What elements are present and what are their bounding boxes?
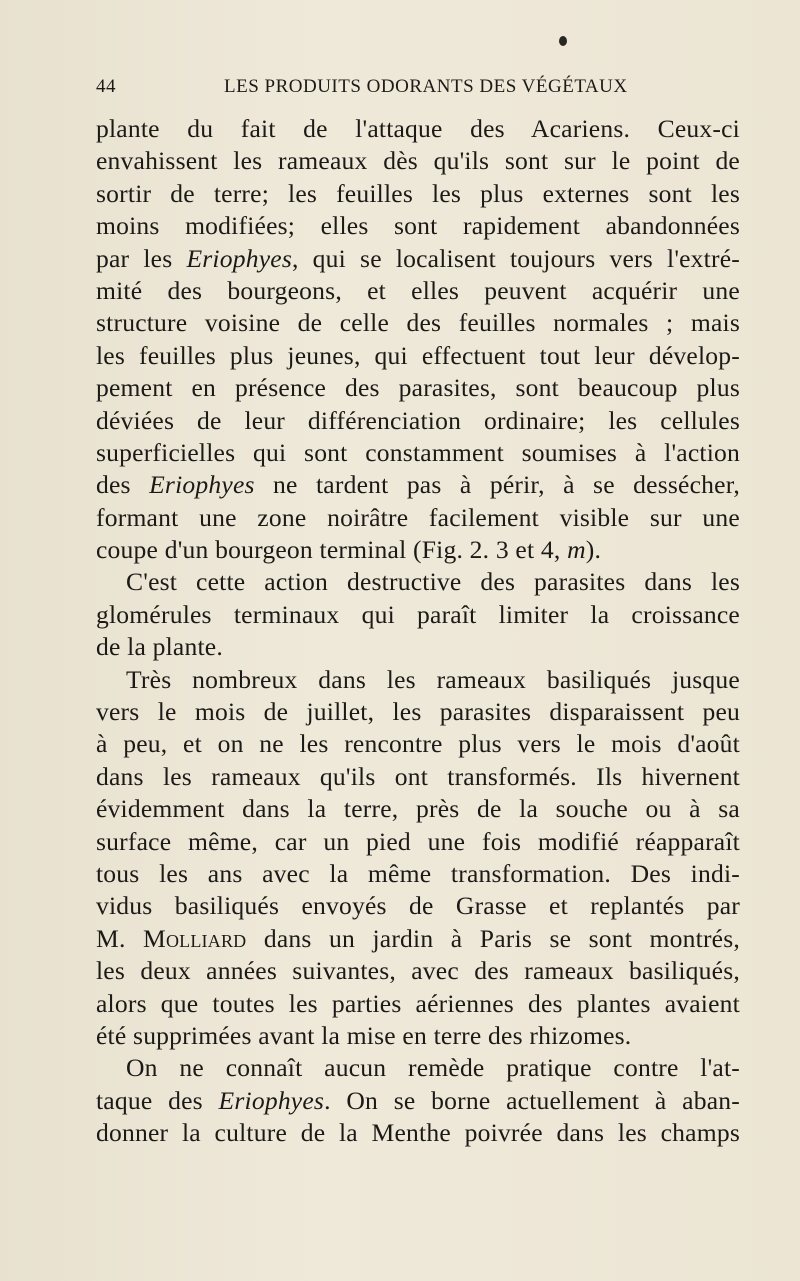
ink-speck <box>559 36 567 46</box>
running-header <box>96 76 736 106</box>
text-line: plante du fait de l'attaque des Acariens. Ceux-ci <box>96 114 740 143</box>
author-name: Molliard <box>143 923 247 953</box>
page-number: 44 <box>96 76 116 97</box>
text-line: alors que toutes les parties aériennes des plantes avaient <box>96 988 740 1018</box>
text-line: dans les rameaux qu'ils ont transformés. Ils hivernent <box>96 761 740 791</box>
text-line: moins modifiées; elles sont rapidement abandonnées <box>96 211 740 241</box>
text-line: de la plante. <box>96 632 223 662</box>
text-line: tous les ans avec la même transformation. Des indi- <box>96 858 740 888</box>
text-line: déviées de leur différenciation ordinaire; les cellules <box>96 405 740 435</box>
text-line: structure voisine de celle des feuilles normales ; mais <box>96 308 740 338</box>
running-title: LES PRODUITS ODORANTS DES VÉGÉTAUX <box>224 76 628 97</box>
text-line: vidus basiliqués envoyés de Grasse et replantés par <box>96 891 740 921</box>
text-line: des Eriophyes ne tardent pas à périr, à se dessécher, <box>96 470 740 500</box>
genus-name: Eriophyes <box>218 1085 325 1115</box>
text-line: C'est cette action destructive des parasites dans les <box>126 567 740 597</box>
text-line: pement en présence des parasites, sont beaucoup plus <box>96 373 740 403</box>
text-line: taque des Eriophyes. On se borne actuellement à aban- <box>96 1085 740 1115</box>
text-line: surface même, car un pied une fois modifié réapparaît <box>96 826 740 856</box>
text-line: donner la culture de la Menthe poivrée dans les champs <box>96 1118 740 1148</box>
text-line: superficielles qui sont constamment soumises à l'action <box>96 437 740 467</box>
text-line: coupe d'un bourgeon terminal (Fig. 2. 3 et 4, m). <box>96 535 602 565</box>
text-line: par les Eriophyes, qui se localisent toujours vers l'extré- <box>96 243 740 273</box>
text-line: vers le mois de juillet, les parasites disparaissent peu <box>96 697 740 727</box>
body-text <box>96 113 740 1150</box>
text-line: mité des bourgeons, et elles peuvent acquérir une <box>96 275 740 305</box>
text-line: glomérules terminaux qui paraît limiter la croissance <box>96 599 740 629</box>
text-line: Très nombreux dans les rameaux basiliqués jusque <box>126 664 740 694</box>
text-line: les deux années suivantes, avec des rameaux basiliqués, <box>96 956 740 986</box>
figure-label: m <box>567 535 586 565</box>
text-line: M. Molliard dans un jardin à Paris se sont montrés, <box>96 923 740 953</box>
text-line: évidemment dans la terre, près de la souche ou à sa <box>96 794 740 824</box>
text-line: à peu, et on ne les rencontre plus vers le mois d'août <box>96 729 740 759</box>
text-line: On ne connaît aucun remède pratique contre l'at- <box>126 1053 740 1083</box>
text-line: les feuilles plus jeunes, qui effectuent tout leur dévelop- <box>96 340 740 370</box>
genus-name: Eriophyes <box>149 470 255 500</box>
genus-name: Eriophyes <box>186 243 293 273</box>
text-line: sortir de terre; les feuilles les plus externes sont les <box>96 178 740 208</box>
text-line: formant une zone noirâtre facilement visible sur une <box>96 502 740 532</box>
text-line: envahissent les rameaux dès qu'ils sont sur le point de <box>96 146 740 176</box>
text-line: été supprimées avant la mise en terre des rhizomes. <box>96 1020 632 1050</box>
